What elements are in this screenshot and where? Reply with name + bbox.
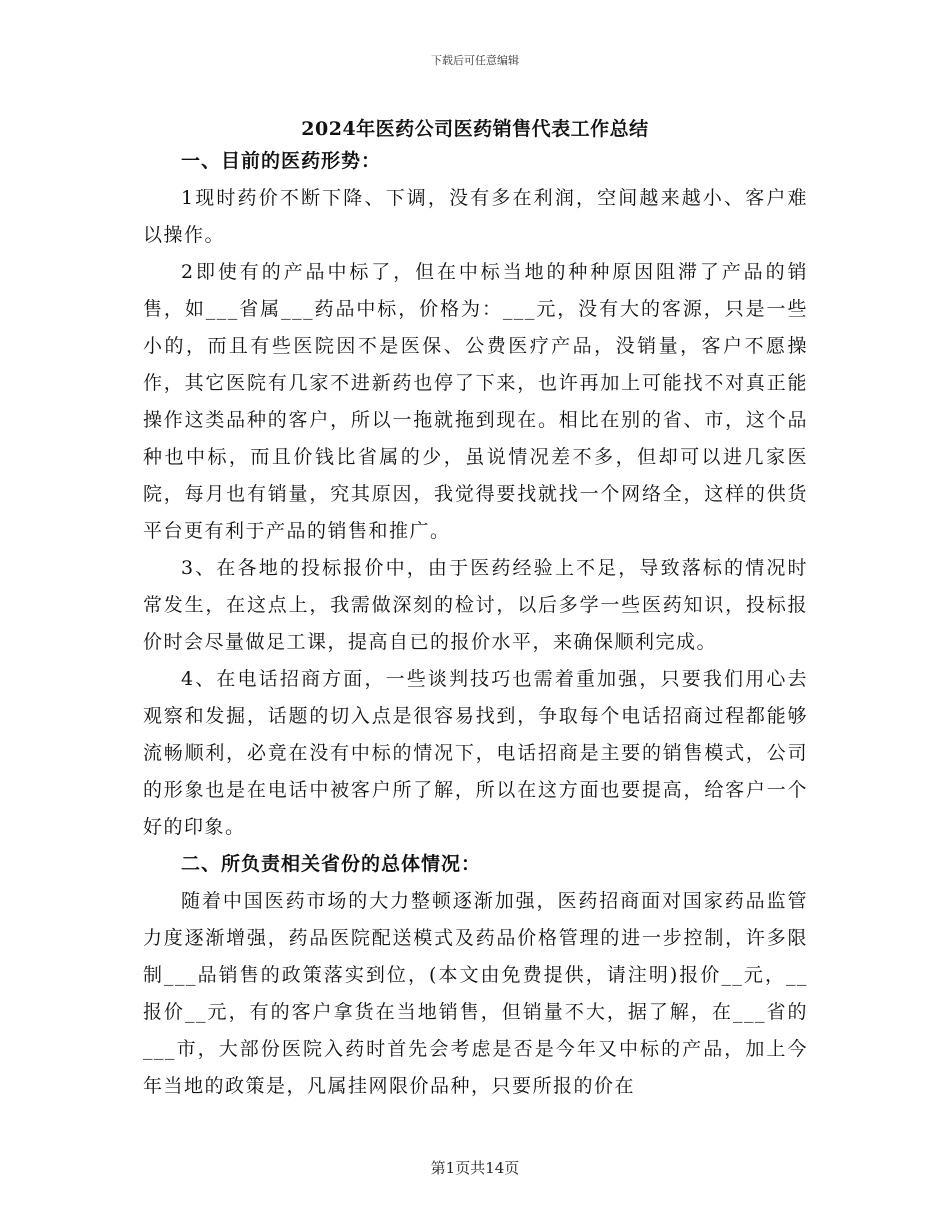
section-heading-1: 一、目前的医药形势：	[181, 150, 382, 172]
document-title: 2024年医药公司医药销售代表工作总结	[301, 118, 649, 140]
paragraph-1-3: 3、在各地的投标报价中，由于医药经验上不足，导致落标的情况时常发生，在这点上，我需做深刻的检讨，以后多学一些医药知识，投标报价时会尽量做足工课，提高自已的报价水平，来确保顺利完成。	[143, 557, 808, 653]
paragraph-1-2: 2即使有的产品中标了，但在中标当地的种种原因阻滞了产品的销售，如___省属___药品中标，价格为：___元，没有大的客源，只是一些小的，而且有些医院因不是医保、公费医疗产品，没销量，客户不愿操作，其它医院有几家不进新药也停了下来，也许再加上可能找不对真正能操作这类品种的客户，所以一拖就拖到现在。相比在别的省、市，这个品种也中标，而且价钱比省属的少，虽说情况差不多，但却可以进几家医院，每月也有销量，究其原因，我觉得要找就找一个网络全，这样的供货平台更有利于产品的销售和推广。	[143, 261, 808, 542]
paragraph-1-1: 1现时药价不断下降、下调，没有多在利润，空间越来越小、客户难以操作。	[143, 187, 808, 246]
document-body	[143, 143, 808, 1105]
paragraph-2-1: 随着中国医药市场的大力整顿逐渐加强，医药招商面对国家药品监管力度逐渐增强，药品医院配送模式及药品价格管理的进一步控制，许多限制___品销售的政策落实到位，(本文由免费提供，请注明)报价__元，__报价__元，有的客户拿货在当地销售，但销量不大，据了解，在___省的___市，大部份医院入药时首先会考虑是否是今年又中标的产品，加上今年当地的政策是，凡属挂网限价品种，只要所报的价在	[143, 890, 808, 1097]
section-heading-2: 二、所负责相关省份的总体情况：	[181, 853, 482, 875]
paragraph-1-4: 4、在电话招商方面，一些谈判技巧也需着重加强，只要我们用心去观察和发掘，话题的切入点是很容易找到，争取每个电话招商过程都能够流畅顺利，必竟在没有中标的情况下，电话招商是主要的销售模式，公司的形象也是在电话中被客户所了解，所以在这方面也要提高，给客户一个好的印象。	[143, 668, 808, 838]
page-footer: 第1页共14页	[430, 1159, 520, 1177]
page-header: 下载后可任意编辑	[431, 54, 519, 67]
